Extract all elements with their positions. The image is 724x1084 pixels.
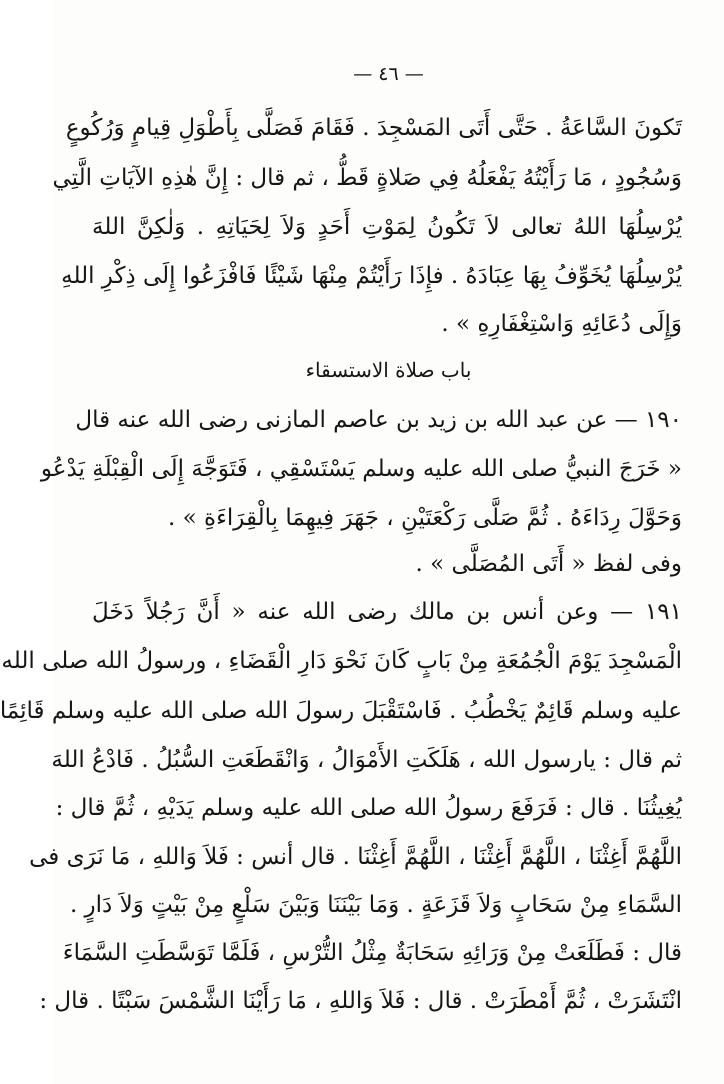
page-number: — ٤٦ — xyxy=(353,63,424,85)
text-line-15: اللَّهُمَّ أَغِثْنَا ، اللَّهُمَّ أَغِثْنَا ، اللَّهُمَّ أَغِثْنَا . قال أنس : فَلاَ وَاللهِ ، مَا نَرَى فى xyxy=(29,844,682,870)
section-heading: باب صلاة الاستسقاء xyxy=(305,358,472,382)
text-line-5: وَإِلَى دُعَائِهِ وَاسْتِغْفَارِهِ » . xyxy=(441,311,682,337)
text-line-11: الْمَسْجِدَ يَوْمَ الْجُمُعَةِ مِنْ بَابٍ كَانَ نَحْوَ دَارِ الْقَضَاءِ ، ورسولُ الله صلى الله xyxy=(1,648,682,674)
text-line-16: السَّمَاءِ مِنْ سَحَابٍ وَلاَ قَزَعَةٍ . وَمَا بَيْنَنَا وَبَيْنَ سَلْعٍ مِنْ بَيْتٍ وَلاَ دَارٍ . xyxy=(69,892,682,918)
text-line-17: قال : فَطَلَعَتْ مِنْ وَرَائِهِ سَحَابَةٌ مِثْلُ التُّرْسِ ، فَلَمَّا تَوَسَّطَتِ السَّمَاءَ xyxy=(62,940,682,966)
text-line-14: يُغِيثُنَا . قال : فَرَفَعَ رسولُ الله صلى الله عليه وسلم يَدَيْهِ ، ثُمَّ قال : xyxy=(55,795,682,821)
hadith-190-opening-line: ١٩٠ — عن عبد الله بن زيد بن عاصم المازنى رضى الله عنه قال xyxy=(75,407,682,433)
text-line-8: وَحَوَّلَ رِدَاءَهُ . ثُمَّ صَلَّى رَكْعَتَيْنِ ، جَهَرَ فِيهِمَا بِالْقِرَاءَةِ » . xyxy=(168,505,682,531)
text-line-9: وفى لفظ « أَتَى المُصَلَّى » . xyxy=(415,551,682,577)
text-line-18: انْتَشَرَتْ ، ثُمَّ أَمْطَرَتْ . قال : فَلاَ وَاللهِ ، مَا رَأَيْنَا الشَّمْسَ سَبْتًا . قال : xyxy=(39,988,682,1014)
text-line-2: وَسُجُودٍ ، مَا رَأَيْتُهُ يَفْعَلُهُ فِي صَلاةٍ قَطُّ ، ثم قال : إِنَّ هٰذِهِ الآيَاتِ الَّتِي xyxy=(52,165,682,191)
text-line-13: ثم قال : يارسول الله ، هَلَكَتِ الأَمْوَالُ ، وَانْقَطَعَتِ السُّبُلُ . فَادْعُ اللهَ xyxy=(51,747,682,773)
text-line-3: يُرْسِلُهَا اللهُ تعالى لاَ تَكُونُ لِمَوْتِ أَحَدٍ وَلاَ لِحَيَاتِهِ . وَلٰكِنَّ اللهَ xyxy=(92,214,682,240)
text-line-1: تَكونَ السَّاعَةُ . حَتَّى أَتَى المَسْجِدَ . فَقَامَ فَصَلَّى بِأَطْوَلِ قِيامٍ وَرُكُوعٍ xyxy=(65,115,682,141)
hadith-191-opening-line: ١٩١ — وعن أنس بن مالك رضى الله عنه « أَنَّ رَجُلاً دَخَلَ xyxy=(92,599,682,625)
text-line-12: عليه وسلم قَائِمٌ يَخْطُبُ . فَاسْتَقْبَلَ رسولَ الله صلى الله عليه وسلم قَائِمًا xyxy=(0,698,682,724)
text-line-7: « خَرَجَ النبيُّ صلى الله عليه وسلم يَسْتَسْقِي ، فَتَوَجَّهَ إِلَى الْقِبْلَةِ يَدْعُو xyxy=(40,456,682,482)
text-line-4: يُرْسِلُهَا يُخَوِّفُ بِهَا عِبَادَهُ . فإِذَا رَأَيْتُمْ مِنْهَا شَيْئًا فَافْزَعُوا إِلَى ذِكْرِ اللهِ xyxy=(61,263,682,289)
